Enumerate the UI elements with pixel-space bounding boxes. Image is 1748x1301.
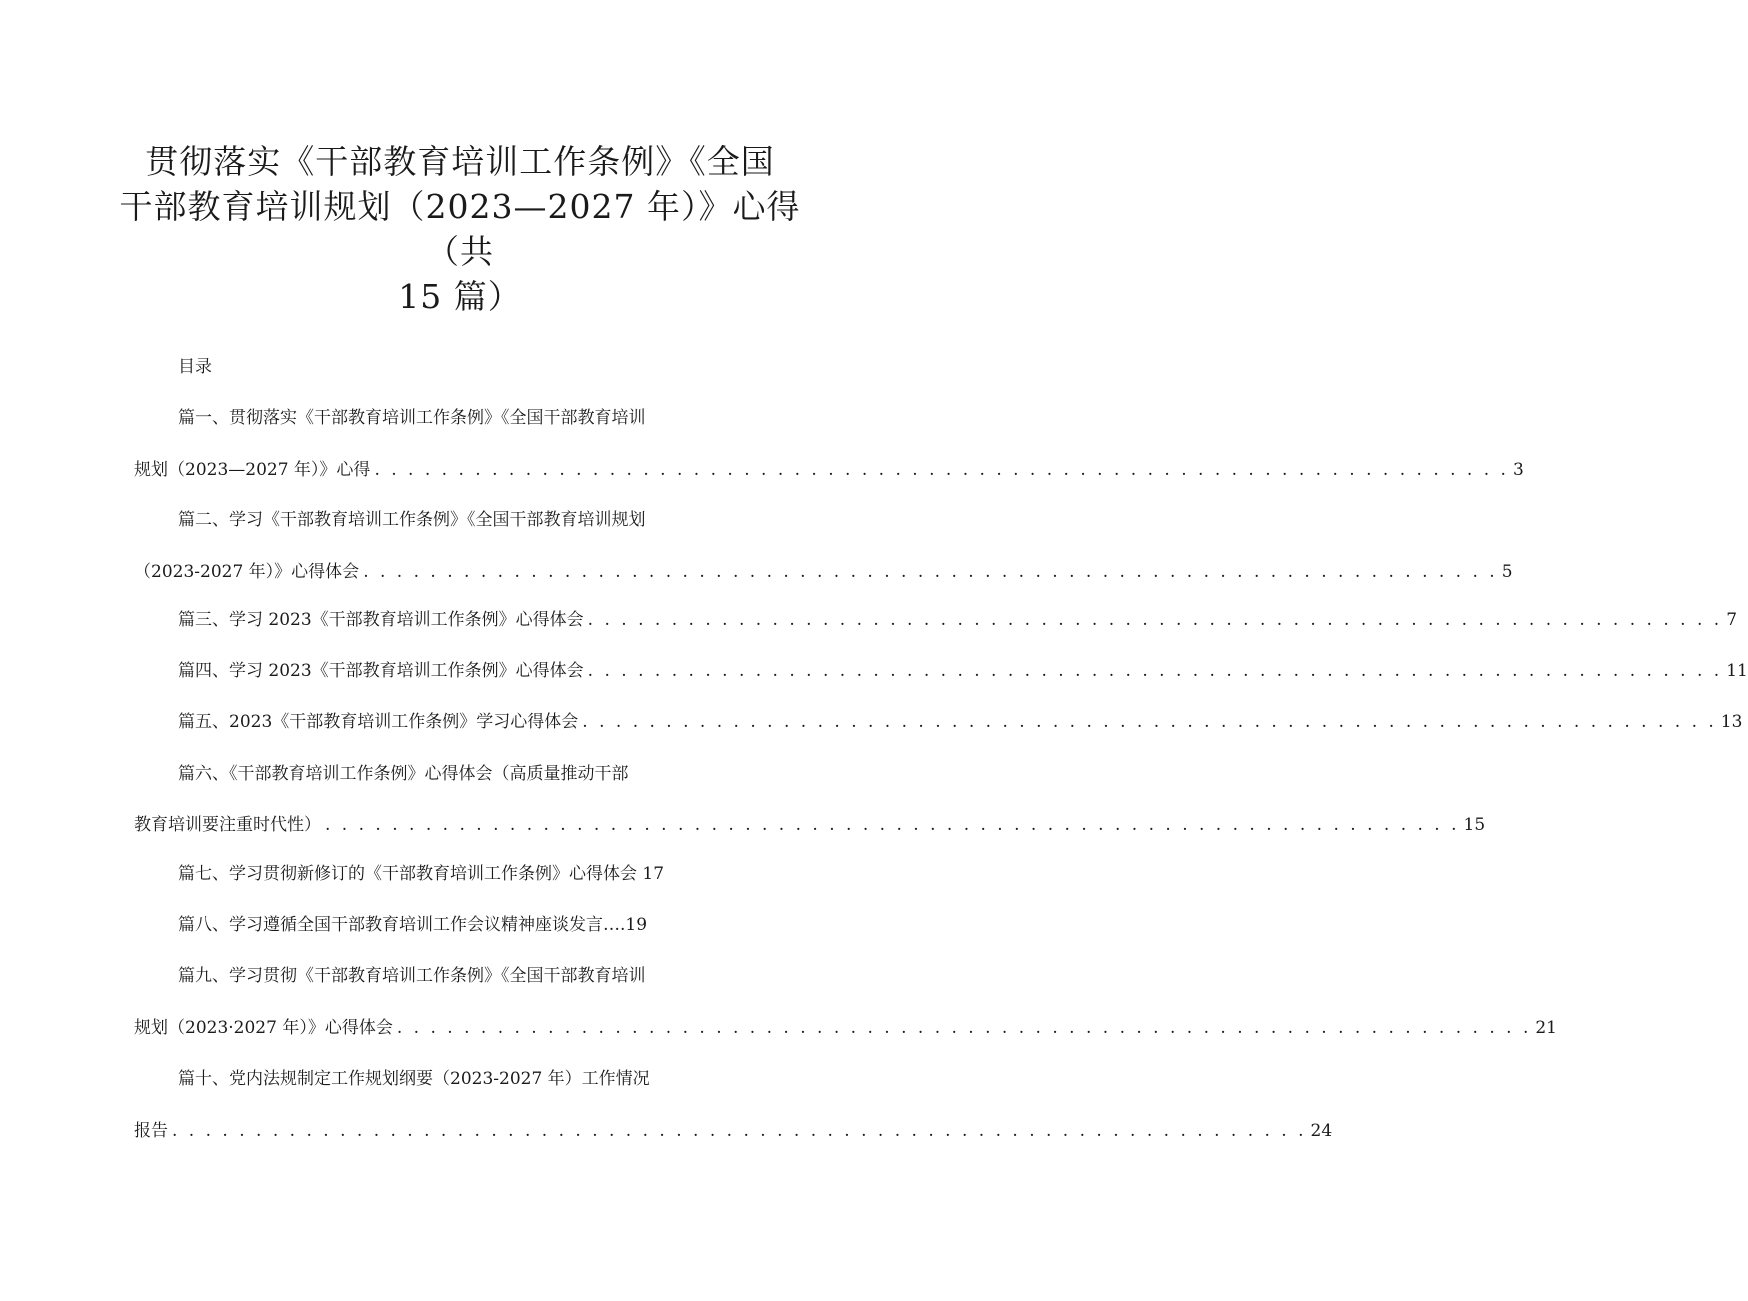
leader-dots: . . . . . . . . . . . . . . . . . . . . . . . . . . . . . . . . . . . . . . . . . . . . . . . . . . . . . . . . . . . . . . . . . . . . <box>325 815 1460 835</box>
toc-entry-text: 规划（2023·2027 年）》心得体会 <box>134 1018 393 1038</box>
leader-dots: . . . . . . . . . . . . . . . . . . . . . . . . . . . . . . . . . . . . . . . . . . . . . . . . . . . . . . . . . . . . . . . . . . . . <box>587 610 1723 630</box>
toc-entry-8[interactable]: 篇八、学习遵循全国干部教育培训工作会议精神座谈发言….19 <box>178 915 648 935</box>
toc-entry-7[interactable]: 篇七、学习贯彻新修订的《干部教育培训工作条例》心得体会 17 <box>178 864 665 884</box>
toc-entry-1-line1[interactable]: 篇一、贯彻落实《干部教育培训工作条例》《全国干部教育培训 <box>178 408 646 428</box>
toc-page-number: 5 <box>1501 562 1513 582</box>
title-line-2: 干部教育培训规划（2023—2027 年）》心得 <box>119 187 801 226</box>
toc-entry-2-line1[interactable]: 篇二、学习《干部教育培训工作条例》《全国干部教育培训规划 <box>178 510 646 530</box>
leader-dots: . . . . . . . . . . . . . . . . . . . . . . . . . . . . . . . . . . . . . . . . . . . . . . . . . . . . . . . . . . . . . . . . . . . . <box>363 562 1498 582</box>
toc-entry-6-line1[interactable]: 篇六、《干部教育培训工作条例》心得体会（高质量推动干部 <box>178 764 629 784</box>
leader-dots: . . . . . . . . . . . . . . . . . . . . . . . . . . . . . . . . . . . . . . . . . . . . . . . . . . . . . . . . . . . . . . . . . . . . <box>582 712 1717 732</box>
leader-dots: . . . . . . . . . . . . . . . . . . . . . . . . . . . . . . . . . . . . . . . . . . . . . . . . . . . . . . . . . . . . . . . . . . . . <box>374 460 1509 480</box>
toc-page-number: 3 <box>1512 460 1524 480</box>
toc-page-number: 24 <box>1310 1121 1333 1141</box>
toc-entry-text: 报告 <box>134 1121 168 1141</box>
toc-entry-6-line2[interactable] <box>134 811 1486 839</box>
toc-entry-text: （2023-2027 年）》心得体会 <box>134 562 360 582</box>
toc-page-number: 15 <box>1463 815 1486 835</box>
toc-entry-text: 教育培训要注重时代性） <box>134 815 321 835</box>
toc-entry-text: 篇四、学习 2023《干部教育培训工作条例》心得体会 <box>178 661 584 681</box>
toc-entry-9-line2[interactable] <box>134 1014 1557 1042</box>
title-line-4: 15 篇） <box>398 277 522 316</box>
toc-page-number: 11 <box>1726 661 1748 681</box>
toc-page-number: 21 <box>1535 1018 1557 1038</box>
toc-entry-2-line2[interactable] <box>134 558 1513 586</box>
toc-heading: 目录 <box>178 357 212 377</box>
title-line-3: （共 <box>426 232 494 271</box>
toc-entry-text: 规划（2023—2027 年）》心得 <box>134 460 371 480</box>
toc-entry-5[interactable] <box>178 708 1743 736</box>
title-line-1: 贯彻落实《干部教育培训工作条例》《全国 <box>145 142 775 181</box>
leader-dots: . . . . . . . . . . . . . . . . . . . . . . . . . . . . . . . . . . . . . . . . . . . . . . . . . . . . . . . . . . . . . . . . . . . . <box>587 661 1723 681</box>
toc-entry-10-line2[interactable] <box>134 1117 1333 1145</box>
toc-entry-3[interactable] <box>178 606 1738 634</box>
toc-page-number: 7 <box>1726 610 1738 630</box>
leader-dots: . . . . . . . . . . . . . . . . . . . . . . . . . . . . . . . . . . . . . . . . . . . . . . . . . . . . . . . . . . . . . . . . . . . . <box>396 1018 1532 1038</box>
toc-page-number: 13 <box>1720 712 1743 732</box>
toc-entry-text: 篇三、学习 2023《干部教育培训工作条例》心得体会 <box>178 610 584 630</box>
toc-entry-4[interactable] <box>178 657 1748 685</box>
toc-entry-9-line1[interactable]: 篇九、学习贯彻《干部教育培训工作条例》《全国干部教育培训 <box>178 966 646 986</box>
leader-dots: . . . . . . . . . . . . . . . . . . . . . . . . . . . . . . . . . . . . . . . . . . . . . . . . . . . . . . . . . . . . . . . . . . . . <box>172 1121 1307 1141</box>
toc-entry-text: 篇五、2023《干部教育培训工作条例》学习心得体会 <box>178 712 579 732</box>
toc-entry-10-line1[interactable]: 篇十、党内法规制定工作规划纲要（2023-2027 年）工作情况 <box>178 1069 650 1089</box>
toc-entry-1-line2[interactable] <box>134 456 1524 484</box>
